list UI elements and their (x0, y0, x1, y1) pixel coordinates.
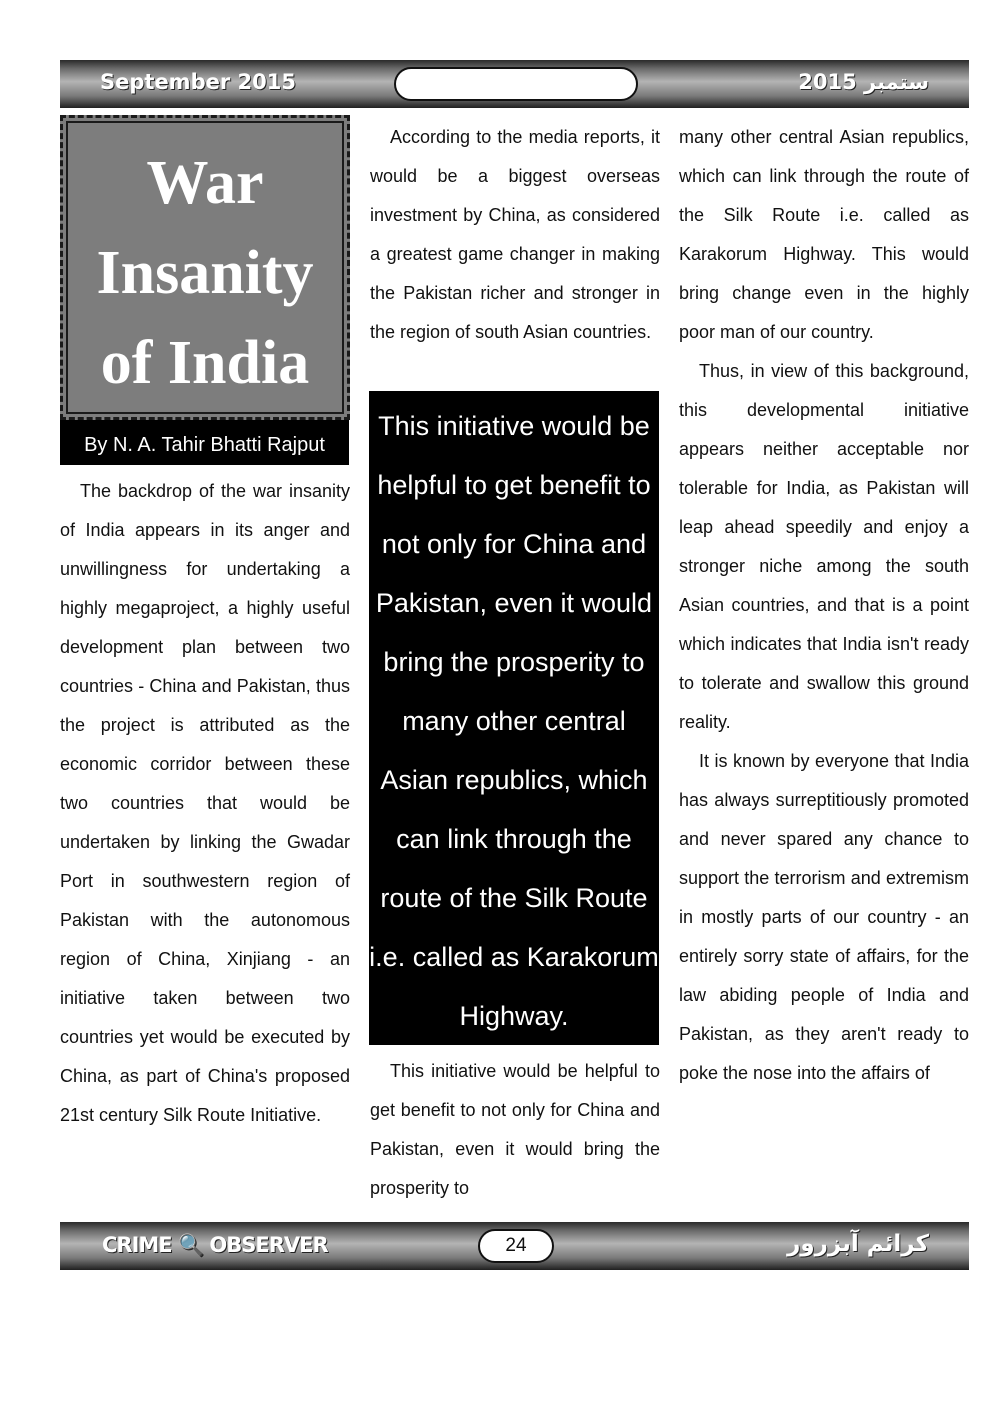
author-byline: By N. A. Tahir Bhatti Rajput (60, 420, 349, 465)
paragraph: Thus, in view of this background, this developmental initiative appears neither acceptable nor tolerable for India, as Pakistan will leap ahead speedily and enjoy a stronger niche among the south Asian countries, and that is a point which indicates that India isn't ready to tolerate and swallow this ground reality. (679, 361, 969, 732)
title-line-2: Insanity (96, 239, 314, 307)
column-2-bottom (370, 1052, 660, 1208)
paragraph: The backdrop of the war insanity of India appears in its anger and unwillingness for undertaking a highly megaproject, a highly useful development plan between two countries - China and Pakistan, thus the project is attributed as the economic corridor between these two countries that would be undertaken by linking the Gwadar Port in southwestern region of Pakistan with the autonomous region of China, Xinjiang - an initiative taken between two countries yet would be executed by China, as part of China's proposed 21st century Silk Route Initiative. (60, 481, 350, 1125)
title-line-1: War (146, 149, 264, 217)
issue-date-urdu: 2015 ستمبر (798, 70, 929, 94)
article-title-box (60, 115, 350, 420)
pull-quote: This initiative would be helpful to get benefit to not only for China and Pakistan, even it would bring the prosperity to many other central Asian republics, which can link through the route of the Silk Route i.e. called as Karakorum Highway. (369, 391, 659, 1045)
column-3 (679, 118, 969, 1093)
paragraph: According to the media reports, it would be a biggest overseas investment by China, as considered a greatest game changer in making the Pakistan richer and stronger in the region of south Asian countries. (370, 127, 660, 342)
article-title (63, 138, 347, 408)
magazine-logo-urdu: کرائم آبزرور (787, 1231, 929, 1257)
header-bar (60, 60, 969, 108)
footer-bar (60, 1222, 969, 1270)
paragraph: This initiative would be helpful to get benefit to not only for China and Pakistan, even it would bring the prosperity to (370, 1061, 660, 1198)
issue-date: September 2015 (100, 70, 296, 94)
paragraph: It is known by everyone that India has always surreptitiously promoted and never spared any chance to support the terrorism and extremism in mostly parts of our country - an entirely sorry state of affairs, for the law abiding people of India and Pakistan, as they aren't ready to poke the nose into the affairs of (679, 751, 969, 1083)
page-number: 24 (478, 1229, 554, 1263)
title-line-3: of India (100, 329, 310, 397)
header-pill (394, 67, 638, 101)
column-2-top (370, 118, 660, 352)
magazine-logo: CRIME 🔍 OBSERVER (102, 1233, 328, 1257)
paragraph: many other central Asian republics, which can link through the route of the Silk Route i.e. called as Karakorum Highway. This would bring change even in the highly poor man of our country. (679, 127, 969, 342)
column-1 (60, 472, 350, 1135)
